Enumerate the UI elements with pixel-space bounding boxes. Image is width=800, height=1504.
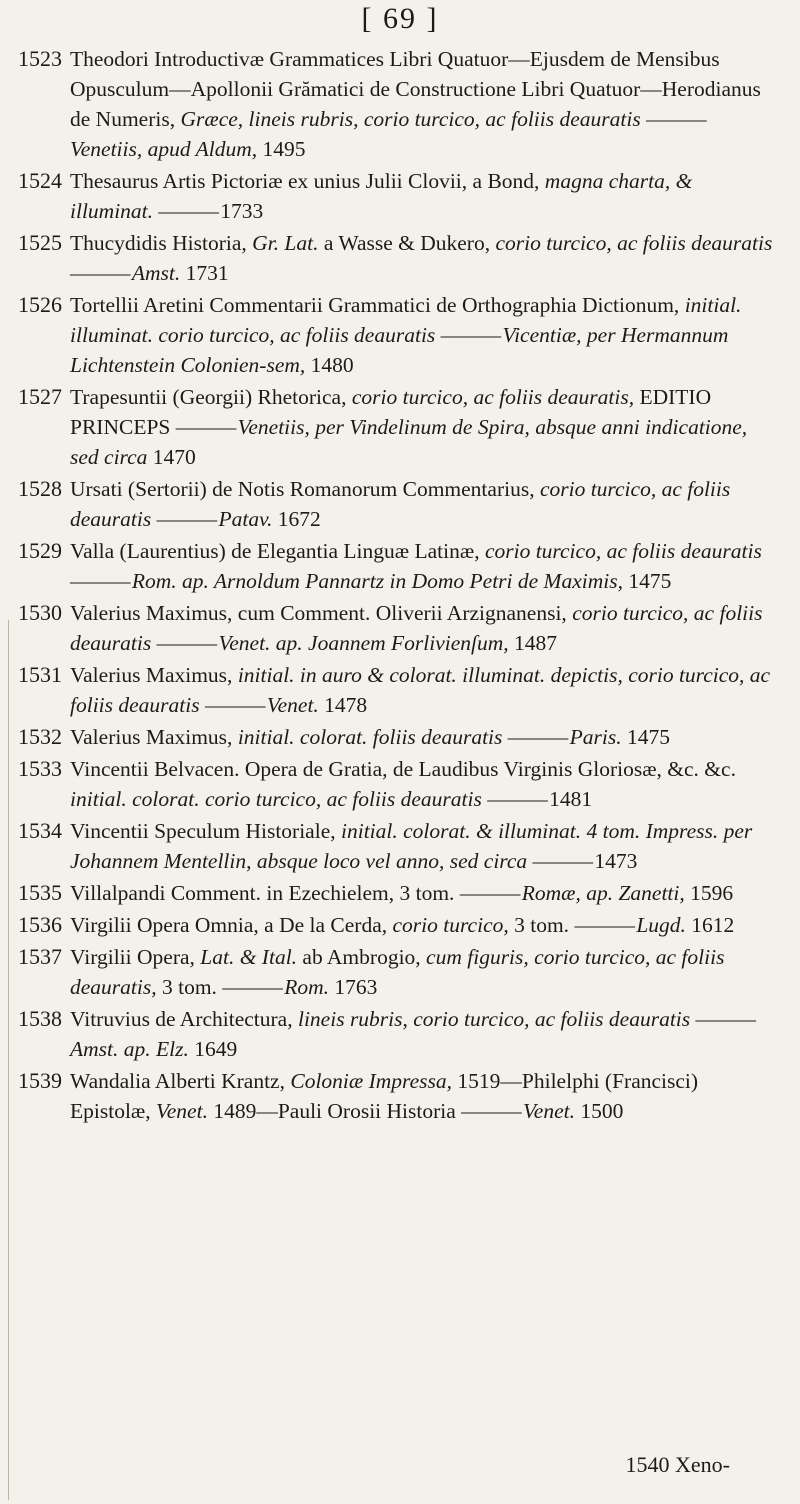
entry-body bbox=[70, 536, 778, 596]
entry-imprint: Romæ, ap. Zanetti, bbox=[521, 881, 685, 905]
entry-number: 1529 bbox=[18, 538, 62, 563]
entry-title: Virgilii Opera, bbox=[70, 945, 195, 969]
entry-year: 1495 bbox=[262, 137, 306, 161]
entry-year: 1500 bbox=[580, 1099, 624, 1123]
entry-title: Virgilii Opera Omnia, a De la Cerda, bbox=[70, 913, 388, 937]
leader-dash: ——— bbox=[532, 849, 595, 873]
catalog-entry bbox=[18, 660, 778, 720]
entry-body bbox=[70, 290, 778, 380]
catalog-list bbox=[18, 44, 778, 1128]
leader-dash: ——— bbox=[70, 569, 132, 593]
entry-title: Vincentii Belvacen. Opera de Gratia, de Laudibus Virginis Gloriosæ, &c. &c. bbox=[70, 757, 736, 781]
entry-number: 1533 bbox=[18, 756, 62, 781]
entry-number: 1526 bbox=[18, 292, 62, 317]
entry-imprint: Venet. bbox=[266, 693, 319, 717]
entry-title: Theodori Introductivæ Grammatices Libri Quatuor—Ejusdem de Mensibus Opusculum—Apollonii Grămatici de Constructione Libri Quatuor—Herodianus de Numeris, bbox=[70, 47, 761, 131]
entry-body bbox=[70, 166, 778, 226]
entry-year: 1487 bbox=[514, 631, 558, 655]
entry-title-continued: 1519—Philelphi (Francisci) Epistolæ, bbox=[70, 1069, 699, 1123]
catalog-entry bbox=[18, 722, 778, 752]
entry-title: Vitruvius de Architectura, bbox=[70, 1007, 293, 1031]
entry-year: 1731 bbox=[185, 261, 229, 285]
catalog-entry bbox=[18, 598, 778, 658]
entry-description: initial. in auro & colorat. illuminat. depictis, corio turcico, ac foliis deauratis bbox=[70, 663, 771, 717]
entry-description: corio turcico, bbox=[392, 913, 509, 937]
leader-dash: ——— bbox=[156, 631, 219, 655]
entry-imprint: Paris. bbox=[569, 725, 622, 749]
leader-dash: ——— bbox=[695, 1007, 755, 1031]
catalog-entry bbox=[18, 1004, 778, 1064]
entry-number: 1538 bbox=[18, 1006, 62, 1031]
entry-year: 1480 bbox=[310, 353, 354, 377]
entry-year: 1475 bbox=[627, 725, 670, 749]
entry-title: Valla (Laurentius) de Elegantia Linguæ Latinæ, bbox=[70, 539, 480, 563]
entry-year: 1475 bbox=[628, 569, 672, 593]
entry-description: corio turcico, ac foliis deauratis bbox=[70, 477, 731, 531]
entry-description: Lat. & Ital. bbox=[200, 945, 298, 969]
entry-title-continued: EDITIO PRINCEPS bbox=[70, 385, 712, 439]
entry-body bbox=[70, 816, 778, 876]
entry-title-continued: 3 tom. bbox=[161, 975, 217, 999]
entry-imprint: Amst. ap. Elz. bbox=[70, 1037, 189, 1061]
entry-imprint: Venetiis, per Vindelinum de Spira, absque anni indicatione, sed circa bbox=[70, 415, 748, 469]
entry-body bbox=[70, 228, 778, 288]
entry-description: initial. illuminat. corio turcico, ac foliis deauratis bbox=[70, 293, 742, 347]
entry-title: Valerius Maximus, cum Comment. Oliverii Arzignanensi, bbox=[70, 601, 567, 625]
entry-title: Vincentii Speculum Historiale, bbox=[70, 819, 336, 843]
entry-body bbox=[70, 942, 778, 1002]
leader-dash: ——— bbox=[646, 107, 705, 131]
entry-imprint: Venet. bbox=[523, 1099, 575, 1123]
entry-number: 1539 bbox=[18, 1068, 62, 1093]
entry-description: lineis rubris, corio turcico, ac foliis deauratis bbox=[297, 1007, 691, 1031]
entry-number: 1524 bbox=[18, 168, 62, 193]
leader-dash: ——— bbox=[507, 725, 570, 749]
catalog-entry bbox=[18, 942, 778, 1002]
entry-title: Thesaurus Artis Pictoriæ ex unius Julii Clovii, a Bond, bbox=[70, 169, 540, 193]
entry-body bbox=[70, 474, 778, 534]
entry-description: Græce, lineis rubris, corio turcico, ac foliis deauratis bbox=[180, 107, 641, 131]
catalog-entry bbox=[18, 910, 778, 940]
entry-title: Trapesuntii (Georgii) Rhetorica, bbox=[70, 385, 347, 409]
entry-body bbox=[70, 382, 778, 472]
entry-description: initial. colorat. corio turcico, ac foliis deauratis bbox=[70, 787, 482, 811]
entry-number: 1534 bbox=[18, 818, 62, 843]
entry-description: initial. colorat. & illuminat. 4 tom. Impress. per Johannem Mentellin, absque loco vel anno, sed circa bbox=[70, 819, 753, 873]
entry-title-continued: a Wasse & Dukero, bbox=[323, 231, 491, 255]
leader-dash: ——— bbox=[156, 507, 219, 531]
entry-body bbox=[70, 598, 778, 658]
entry-description: Coloniæ Impressa, bbox=[290, 1069, 453, 1093]
leader-dash: ——— bbox=[461, 1099, 524, 1123]
entry-year: 1763 bbox=[334, 975, 378, 999]
leader-dash: ——— bbox=[574, 913, 637, 937]
entry-body bbox=[70, 44, 778, 164]
leader-dash: ——— bbox=[459, 881, 522, 905]
entry-year: 1481 bbox=[549, 787, 593, 811]
entry-number: 1532 bbox=[18, 724, 62, 749]
entry-body bbox=[70, 660, 778, 720]
catalog-entry bbox=[18, 536, 778, 596]
entry-imprint: Rom. bbox=[284, 975, 329, 999]
catalog-entry bbox=[18, 290, 778, 380]
catalog-entry bbox=[18, 816, 778, 876]
catalog-entry bbox=[18, 382, 778, 472]
leader-dash: ——— bbox=[158, 199, 221, 223]
entry-number: 1537 bbox=[18, 944, 62, 969]
entry-description: initial. colorat. foliis deauratis bbox=[237, 725, 503, 749]
entry-imprint: Patav. bbox=[218, 507, 273, 531]
entry-body bbox=[70, 754, 778, 814]
leader-dash: ——— bbox=[222, 975, 285, 999]
entry-description: corio turcico, ac foliis deauratis bbox=[70, 601, 763, 655]
catalog-entry bbox=[18, 754, 778, 814]
entry-year: 1672 bbox=[277, 507, 321, 531]
entry-year: 1478 bbox=[324, 693, 368, 717]
catalog-entry bbox=[18, 1066, 778, 1126]
entry-title: Valerius Maximus, bbox=[70, 725, 233, 749]
entry-year: 1470 bbox=[152, 445, 196, 469]
entry-imprint: Vicentiæ, per Hermannum Lichtenstein Colonien-sem, bbox=[70, 323, 729, 377]
entry-description-continued: cum figuris, corio turcico, ac foliis deauratis, bbox=[70, 945, 725, 999]
entry-number: 1531 bbox=[18, 662, 62, 687]
entry-description: Gr. Lat. bbox=[252, 231, 319, 255]
entry-title-continued: 1489—Pauli Orosii Historia bbox=[213, 1099, 456, 1123]
leader-dash: ——— bbox=[175, 415, 238, 439]
entry-number: 1535 bbox=[18, 880, 62, 905]
leader-dash: ——— bbox=[487, 787, 550, 811]
entry-imprint: Rom. ap. Arnoldum Pannartz in Domo Petri de Maximis, bbox=[131, 569, 623, 593]
catalog-entry bbox=[18, 474, 778, 534]
entry-number: 1523 bbox=[18, 46, 62, 71]
page-number: [ 69 ] bbox=[361, 2, 439, 35]
entry-title: Ursati (Sertorii) de Notis Romanorum Commentarius, bbox=[70, 477, 535, 501]
entry-number: 1527 bbox=[18, 384, 62, 409]
entry-year: 1596 bbox=[690, 881, 734, 905]
entry-title-continued: ab Ambrogio, bbox=[302, 945, 421, 969]
entry-imprint: Venetiis, apud Aldum, bbox=[70, 137, 258, 161]
entry-title: Tortellii Aretini Commentarii Grammatici de Orthographia Dictionum, bbox=[70, 293, 680, 317]
catalog-entry bbox=[18, 878, 778, 908]
entry-body bbox=[70, 878, 778, 908]
catchword: 1540 Xeno- bbox=[625, 1452, 730, 1477]
entry-description: magna charta, & illuminat. bbox=[70, 169, 693, 223]
entry-title: Wandalia Alberti Krantz, bbox=[70, 1069, 285, 1093]
entry-description: corio turcico, ac foliis deauratis bbox=[484, 539, 762, 563]
entry-description-continued: corio turcico, ac foliis deauratis bbox=[495, 231, 773, 255]
entry-body bbox=[70, 1066, 778, 1126]
margin-rule bbox=[8, 620, 9, 1500]
entry-year: 1733 bbox=[220, 199, 264, 223]
entry-title: Thucydidis Historia, bbox=[70, 231, 247, 255]
leader-dash: ——— bbox=[70, 261, 132, 285]
entry-number: 1525 bbox=[18, 230, 62, 255]
entry-title-continued: 3 tom. bbox=[514, 913, 570, 937]
entry-year: 1649 bbox=[194, 1037, 238, 1061]
entry-description-continued: Venet. bbox=[156, 1099, 208, 1123]
entry-year: 1473 bbox=[594, 849, 638, 873]
entry-imprint: Lugd. bbox=[636, 913, 686, 937]
entry-year: 1612 bbox=[691, 913, 735, 937]
entry-number: 1536 bbox=[18, 912, 62, 937]
entry-description: corio turcico, ac foliis deauratis, bbox=[351, 385, 635, 409]
catalog-entry bbox=[18, 44, 778, 164]
entry-number: 1530 bbox=[18, 600, 62, 625]
catalog-entry bbox=[18, 228, 778, 288]
leader-dash: ——— bbox=[440, 323, 503, 347]
entry-imprint: Amst. bbox=[131, 261, 181, 285]
entry-title: Villalpandi Comment. in Ezechielem, 3 tom. bbox=[70, 881, 455, 905]
leader-dash: ——— bbox=[204, 693, 267, 717]
catalog-entry bbox=[18, 166, 778, 226]
entry-body bbox=[70, 910, 778, 940]
entry-number: 1528 bbox=[18, 476, 62, 501]
entry-imprint: Venet. ap. Joannem Forlivienſum, bbox=[218, 631, 509, 655]
entry-body bbox=[70, 1004, 778, 1064]
entry-body bbox=[70, 722, 778, 752]
entry-title: Valerius Maximus, bbox=[70, 663, 233, 687]
